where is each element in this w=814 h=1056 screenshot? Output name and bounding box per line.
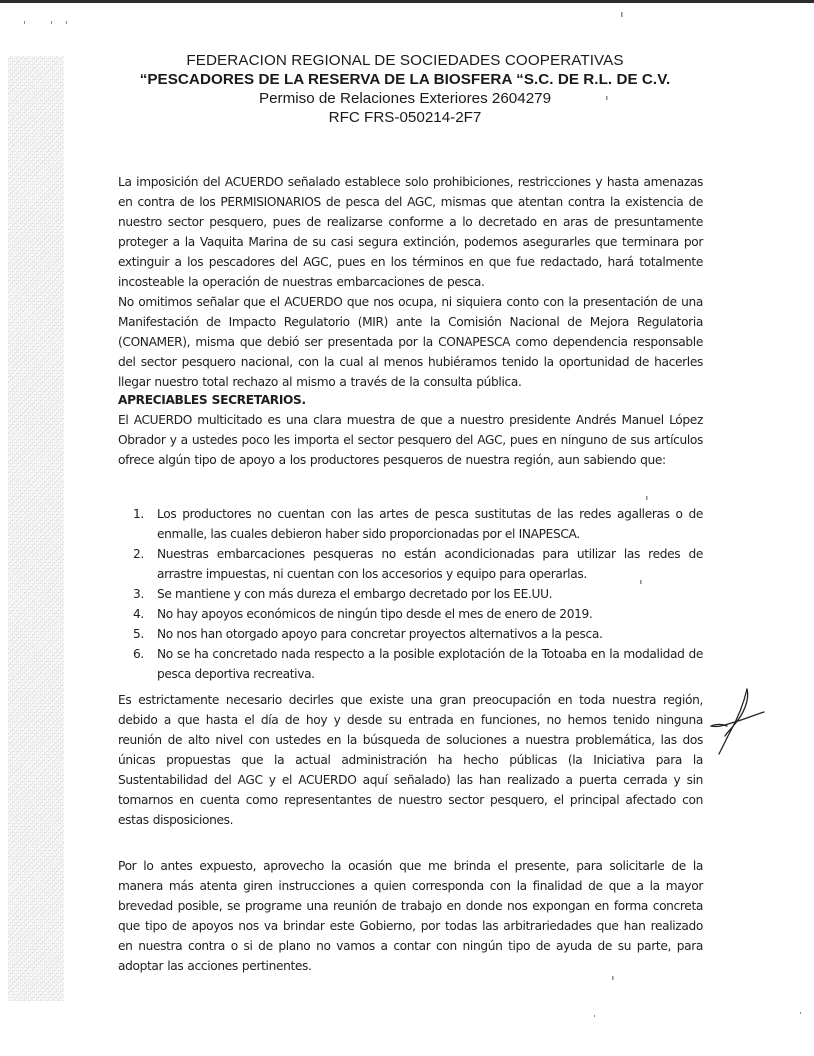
list-item [133, 624, 703, 644]
list-text: Los productores no cuentan con las artes de pesca sustitutas de las redes agalleras o de enmalle, las cuales debieron haber sido proporcionadas por el INAPESCA. [157, 507, 703, 541]
handwritten-signature [708, 680, 778, 760]
paragraph-2: No omitimos señalar que el ACUERDO que nos ocupa, ni siquiera conto con la presentación de una Manifestación de Impacto Regulatorio (MIR) ante la Comisión Nacional de Mejora Regulatoria (CONAMER), misma que debió ser presentada por la CONAPESCA como dependencia responsable del sector pesquero nacional, con la cual al menos hubiéramos tenido la oportunidad de hacerles llegar nuestro total rechazo al mismo a través de la consulta pública. [118, 295, 703, 389]
speck [800, 1012, 801, 1014]
letterhead-rfc: RFC FRS-050214-2F7 [328, 109, 482, 126]
list-item [133, 644, 703, 684]
speck [66, 21, 67, 24]
paragraph-4: Es estrictamente necesario decirles que existe una gran preocupación en toda nuestra región, debido a que hasta el día de hoy y desde su entrada en funciones, no hemos tenido ninguna reunión de alto nivel con ustedes en la búsqueda de soluciones a nuestra problemática, las dos únicas propuestas que la actual administración ha hecho públicas (la Iniciativa para la Sustentabilidad del AGC y el ACUERDO aquí señalado) las han realizado a puerta cerrada y sin tomarnos en cuenta como representantes de nuestro sector pesquero, el principal afectado con estas disposiciones. [118, 693, 703, 827]
speck [594, 1015, 595, 1017]
list-number: 3. [133, 587, 144, 601]
list-item [133, 504, 703, 544]
list-number: 6. [133, 647, 144, 661]
issues-list [133, 504, 703, 684]
list-number: 1. [133, 507, 144, 521]
list-text: Se mantiene y con más dureza el embargo decretado por los EE.UU. [157, 587, 553, 601]
letterhead-cooperative-name: “PESCADORES DE LA RESERVA DE LA BIOSFERA “S.C. DE R.L. DE C.V. [139, 71, 671, 88]
speck [646, 496, 648, 500]
list-number: 5. [133, 627, 144, 641]
letterhead [100, 51, 710, 127]
list-text: No nos han otorgado apoyo para concretar proyectos alternativos a la pesca. [157, 627, 603, 641]
speck [24, 21, 25, 24]
letterhead-permit: Permiso de Relaciones Exteriores 2604279 [258, 90, 552, 107]
list-text: No hay apoyos económicos de ningún tipo desde el mes de enero de 2019. [157, 607, 593, 621]
letterhead-org-name: FEDERACION REGIONAL DE SOCIEDADES COOPERATIVAS [186, 52, 624, 69]
scan-top-edge [0, 0, 814, 3]
list-number: 4. [133, 607, 144, 621]
paragraph-5: Por lo antes expuesto, aprovecho la ocasión que me brinda el presente, para solicitarle de la manera más atenta giren instrucciones a quien corresponda con la finalidad de que a la mayor brevedad posible, se programe una reunión de trabajo en donde nos expongan en forma concreta que tipo de apoyos nos va brindar este Gobierno, por todas las arbitrariedades que han realizado en nuestra contra o si de plano no vamos a contar con ningún tipo de ayuda de su parte, para adoptar las acciones pertinentes. [118, 859, 703, 973]
paragraph-1: La imposición del ACUERDO señalado establece solo prohibiciones, restricciones y hasta amenazas en contra de los PERMISIONARIOS de pesca del AGC, mismas que atentan contra la existencia de nuestro sector pesquero, pues de realizarse conforme a lo decretado en aras de presuntamente proteger a la Vaquita Marina de su casi segura extinción, podemos asegurarles que terminara por extinguir a los pescadores del AGC, pues en los términos en que fue redactado, hará totalmente incosteable la operación de nuestras embarcaciones de pesca. [118, 175, 703, 289]
list-text: Nuestras embarcaciones pesqueras no están acondicionadas para utilizar las redes de arrastre impuestas, ni cuentan con los accesorios y equipo para operarlas. [157, 547, 703, 581]
signature-stroke [725, 689, 748, 736]
list-item [133, 544, 703, 584]
speck [51, 21, 52, 24]
scan-margin-noise [8, 56, 64, 1001]
list-item [133, 584, 703, 604]
speck [621, 12, 623, 17]
paragraph-3: El ACUERDO multicitado es una clara muestra de que a nuestro presidente Andrés Manuel López Obrador y a ustedes poco les importa el sector pesquero del AGC, pues en ninguno de sus artículos ofrece algún tipo de apoyo a los productores pesqueros de nuestra región, aun sabiendo que: [118, 413, 703, 467]
signature-stroke [719, 689, 747, 754]
speck [612, 976, 614, 980]
list-text: No se ha concretado nada respecto a la posible explotación de la Totoaba en la modalidad de pesca deportiva recreativa. [157, 647, 703, 681]
section-heading: APRECIABLES SECRETARIOS. [118, 393, 306, 407]
list-number: 2. [133, 547, 144, 561]
list-item [133, 604, 703, 624]
